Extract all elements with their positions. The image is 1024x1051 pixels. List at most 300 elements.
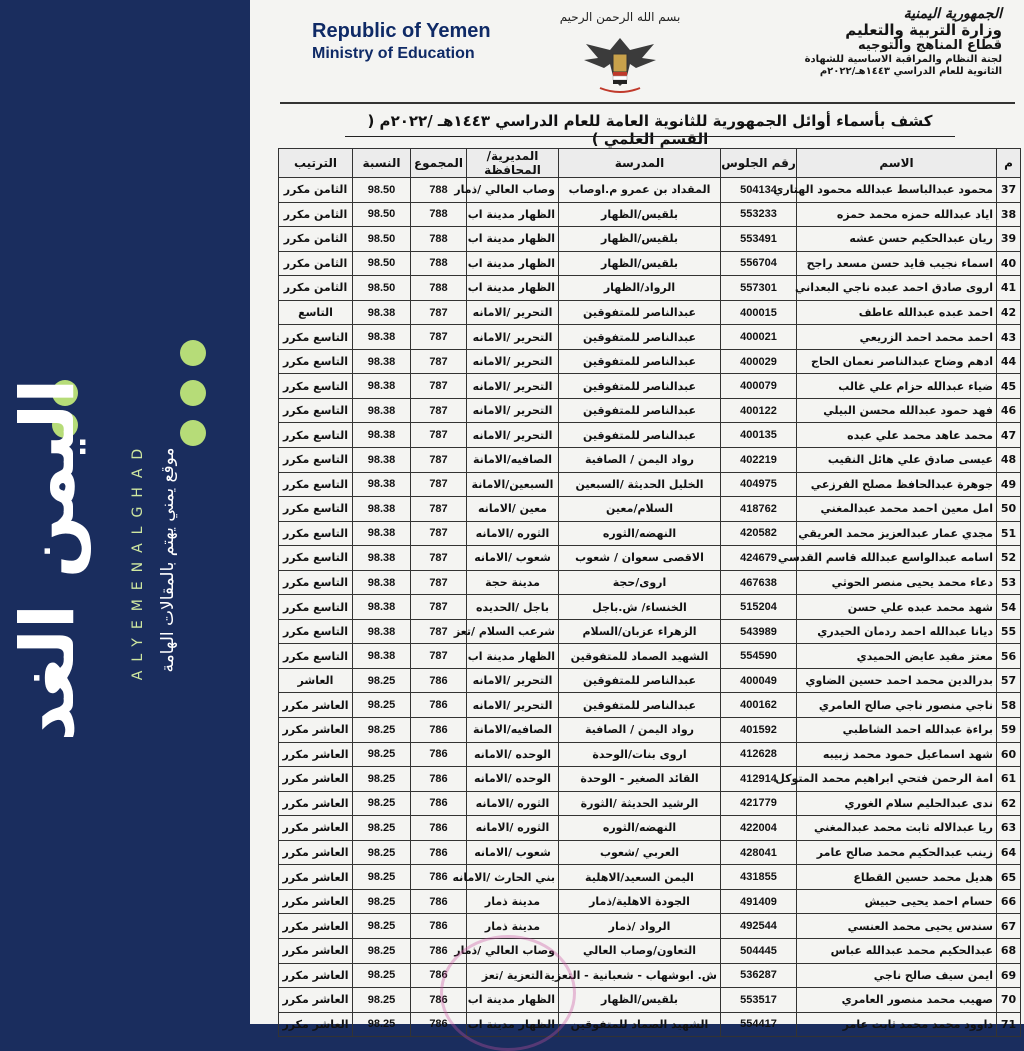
cell-m: 40 [997, 251, 1021, 276]
cell-m: 43 [997, 325, 1021, 350]
cell-m: 50 [997, 497, 1021, 522]
table-row [279, 693, 1021, 718]
cell-pct: 98.38 [353, 423, 411, 448]
sector-ar: قطاع المناهج والتوجيه [857, 38, 1002, 54]
cell-total: 786 [411, 840, 467, 865]
ministry-ar: وزارة التربية والتعليم [845, 21, 1002, 40]
cell-district: شرعب السلام /تعز [467, 619, 559, 644]
cell-seat: 554590 [721, 644, 797, 669]
col-header-district: المديرية/ المحافظة [467, 149, 559, 178]
cell-name: امة الرحمن فتحي ابراهيم محمد المتوكل [797, 767, 997, 792]
cell-seat: 422004 [721, 816, 797, 841]
cell-rank: التاسع مكرر [279, 448, 353, 473]
cell-school: عبدالناصر للمتفوقين [559, 423, 721, 448]
table-row [279, 963, 1021, 988]
cell-total: 786 [411, 938, 467, 963]
cell-rank: العاشر مكرر [279, 718, 353, 743]
cell-rank: التاسع مكرر [279, 472, 353, 497]
results-table [278, 148, 1021, 1037]
cell-rank: التاسع مكرر [279, 497, 353, 522]
official-stamp [440, 935, 576, 1051]
cell-school: عبدالناصر للمتفوقين [559, 349, 721, 374]
cell-pct: 98.25 [353, 693, 411, 718]
cell-m: 55 [997, 619, 1021, 644]
cell-school: بلقيس/الظهار [559, 227, 721, 252]
table-row [279, 791, 1021, 816]
cell-total: 787 [411, 300, 467, 325]
cell-seat: 557301 [721, 276, 797, 301]
cell-district: التحرير /الامانه [467, 693, 559, 718]
cell-rank: التاسع مكرر [279, 374, 353, 399]
cell-rank: العاشر مكرر [279, 791, 353, 816]
cell-pct: 98.25 [353, 742, 411, 767]
cell-m: 42 [997, 300, 1021, 325]
cell-seat: 553491 [721, 227, 797, 252]
table-row [279, 374, 1021, 399]
cell-school: عبدالناصر للمتفوقين [559, 693, 721, 718]
col-header-school: المدرسة [559, 149, 721, 178]
cell-district: الثوره /الامانه [467, 816, 559, 841]
cell-total: 786 [411, 1012, 467, 1037]
cell-district: مدينة حجة [467, 570, 559, 595]
cell-name: احمد عبده عبدالله عاطف [797, 300, 997, 325]
cell-district: شعوب /الامانه [467, 840, 559, 865]
basmala: بسم الله الرحمن الرحيم [559, 10, 681, 24]
cell-seat: 404975 [721, 472, 797, 497]
cell-seat: 421779 [721, 791, 797, 816]
eagle-emblem-icon [580, 30, 660, 96]
brand-logo [5, 330, 240, 790]
cell-rank: التاسع مكرر [279, 325, 353, 350]
cell-total: 787 [411, 423, 467, 448]
table-row [279, 840, 1021, 865]
cell-total: 788 [411, 276, 467, 301]
cell-school: عبدالناصر للمتفوقين [559, 668, 721, 693]
cell-total: 786 [411, 767, 467, 792]
col-header-total: المجموع [411, 149, 467, 178]
cell-seat: 412628 [721, 742, 797, 767]
cell-name: عبدالحكيم محمد عبدالله عباس [797, 938, 997, 963]
cell-pct: 98.25 [353, 963, 411, 988]
cell-pct: 98.38 [353, 349, 411, 374]
cell-name: ندى عبدالحليم سلام الغوري [797, 791, 997, 816]
cell-district: الصافيه/الامانة [467, 448, 559, 473]
cell-school: التعاون/وصاب العالي [559, 938, 721, 963]
cell-seat: 492544 [721, 914, 797, 939]
cell-pct: 98.50 [353, 202, 411, 227]
table-header-row [279, 149, 1021, 178]
cell-name: احمد محمد احمد الزريعي [797, 325, 997, 350]
table-row [279, 718, 1021, 743]
cell-name: شهد محمد عبده علي حسن [797, 595, 997, 620]
cell-district: معين /الامانه [467, 497, 559, 522]
cell-school: بلقيس/الظهار [559, 251, 721, 276]
cell-rank: العاشر مكرر [279, 840, 353, 865]
cell-district: السبعين/الامانة [467, 472, 559, 497]
cell-district: التحرير /الامانه [467, 325, 559, 350]
cell-district: التحرير /الامانه [467, 668, 559, 693]
cell-m: 41 [997, 276, 1021, 301]
cell-district: باجل /الحديده [467, 595, 559, 620]
cell-seat: 428041 [721, 840, 797, 865]
ministry-label: Ministry of Education [312, 45, 475, 62]
cell-total: 786 [411, 914, 467, 939]
cell-total: 787 [411, 349, 467, 374]
cell-school: الرواد/الظهار [559, 276, 721, 301]
cell-rank: التاسع مكرر [279, 546, 353, 571]
table-row [279, 988, 1021, 1013]
cell-m: 53 [997, 570, 1021, 595]
table-row [279, 178, 1021, 203]
cell-pct: 98.50 [353, 251, 411, 276]
cell-seat: 543989 [721, 619, 797, 644]
cell-name: معتز مفيد عايض الحميدي [797, 644, 997, 669]
title-underline [345, 136, 955, 137]
cell-rank: الثامن مكرر [279, 202, 353, 227]
cell-district: مدينة ذمار [467, 889, 559, 914]
cell-school: ش. ابوشهاب - شعبانية - التعزية [559, 963, 721, 988]
cell-total: 787 [411, 448, 467, 473]
cell-seat: 504134 [721, 178, 797, 203]
cell-seat: 420582 [721, 521, 797, 546]
cell-rank: العاشر مكرر [279, 938, 353, 963]
cell-name: ناجي منصور ناجي صالح العامري [797, 693, 997, 718]
cell-name: بدرالدين محمد احمد حسين الضاوي [797, 668, 997, 693]
cell-m: 61 [997, 767, 1021, 792]
cell-rank: العاشر مكرر [279, 988, 353, 1013]
english-header [312, 20, 491, 63]
cell-school: النهضه/الثوره [559, 816, 721, 841]
cell-district: بني الحارث /الامانه [467, 865, 559, 890]
cell-name: جوهرة عبدالحافظ مصلح الفرزعي [797, 472, 997, 497]
cell-rank: العاشر مكرر [279, 816, 353, 841]
cell-name: محمد عاهد محمد علي عبده [797, 423, 997, 448]
cell-rank: التاسع مكرر [279, 595, 353, 620]
cell-m: 49 [997, 472, 1021, 497]
table-row [279, 423, 1021, 448]
brand-tagline: موقع يمني يهتم بالمقالات الهامة [158, 447, 178, 673]
table-row [279, 595, 1021, 620]
cell-rank: العاشر مكرر [279, 1012, 353, 1037]
cell-name: داوود محمد محمد ثابت عامر [797, 1012, 997, 1037]
republic-label: Republic of Yemen [312, 20, 491, 42]
cell-pct: 98.38 [353, 472, 411, 497]
cell-name: ريا عبدالاله ثابت محمد عبدالمغني [797, 816, 997, 841]
cell-school: المقداد بن عمرو م.اوصاب [559, 178, 721, 203]
cell-seat: 400079 [721, 374, 797, 399]
cell-pct: 98.38 [353, 644, 411, 669]
table-row [279, 546, 1021, 571]
cell-m: 62 [997, 791, 1021, 816]
cell-seat: 400135 [721, 423, 797, 448]
cell-name: اسامه عبدالواسع عبدالله قاسم القدسي [797, 546, 997, 571]
table-row [279, 938, 1021, 963]
cell-total: 788 [411, 178, 467, 203]
table-row [279, 767, 1021, 792]
cell-m: 46 [997, 398, 1021, 423]
cell-rank: التاسع مكرر [279, 570, 353, 595]
cell-m: 44 [997, 349, 1021, 374]
republic-ar: الجمهورية اليمنية [903, 6, 1002, 22]
cell-m: 67 [997, 914, 1021, 939]
cell-name: عيسى صادق علي هائل النقيب [797, 448, 997, 473]
cell-school: القائد الصغير - الوحدة [559, 767, 721, 792]
cell-total: 787 [411, 570, 467, 595]
cell-total: 787 [411, 546, 467, 571]
cell-school: العربي /شعوب [559, 840, 721, 865]
cell-name: ديانا عبدالله احمد ردمان الحيدري [797, 619, 997, 644]
cell-pct: 98.50 [353, 227, 411, 252]
table-row [279, 497, 1021, 522]
cell-m: 51 [997, 521, 1021, 546]
table-row [279, 570, 1021, 595]
cell-total: 787 [411, 325, 467, 350]
cell-m: 70 [997, 988, 1021, 1013]
cell-rank: التاسع مكرر [279, 423, 353, 448]
cell-district: الثوره /الامانه [467, 521, 559, 546]
cell-name: ريان عبدالحكيم حسن عشه [797, 227, 997, 252]
table-row [279, 816, 1021, 841]
cell-seat: 515204 [721, 595, 797, 620]
cell-total: 787 [411, 374, 467, 399]
cell-district: التحرير /الامانه [467, 398, 559, 423]
cell-pct: 98.25 [353, 914, 411, 939]
cell-m: 68 [997, 938, 1021, 963]
cell-seat: 424679 [721, 546, 797, 571]
cell-name: محمود عبدالباسط عبدالله محمود الهتاري [797, 178, 997, 203]
cell-m: 59 [997, 718, 1021, 743]
cell-pct: 98.25 [353, 988, 411, 1013]
cell-total: 787 [411, 398, 467, 423]
cell-total: 787 [411, 619, 467, 644]
cell-m: 52 [997, 546, 1021, 571]
cell-pct: 98.38 [353, 546, 411, 571]
cell-seat: 431855 [721, 865, 797, 890]
cell-total: 787 [411, 472, 467, 497]
cell-total: 786 [411, 718, 467, 743]
cell-school: الشهيد الصماد للمتفوقين [559, 644, 721, 669]
cell-school: الخنساء/ ش.باجل [559, 595, 721, 620]
cell-total: 788 [411, 251, 467, 276]
col-header-index: م [997, 149, 1021, 178]
cell-m: 47 [997, 423, 1021, 448]
table-row [279, 668, 1021, 693]
cell-rank: التاسع مكرر [279, 644, 353, 669]
cell-pct: 98.38 [353, 570, 411, 595]
cell-pct: 98.38 [353, 398, 411, 423]
cell-pct: 98.38 [353, 497, 411, 522]
cell-school: رواد اليمن / الصافية [559, 718, 721, 743]
cell-rank: العاشر مكرر [279, 865, 353, 890]
cell-school: رواد اليمن / الصافية [559, 448, 721, 473]
cell-pct: 98.38 [353, 374, 411, 399]
table-row [279, 889, 1021, 914]
cell-pct: 98.25 [353, 791, 411, 816]
cell-district: وصاب العالي /ذمار [467, 178, 559, 203]
cell-seat: 412914 [721, 767, 797, 792]
cell-name: دعاء محمد يحيى منصر الحوثي [797, 570, 997, 595]
table-row [279, 448, 1021, 473]
cell-m: 38 [997, 202, 1021, 227]
cell-rank: العاشر مكرر [279, 889, 353, 914]
cell-school: الرواد /ذمار [559, 914, 721, 939]
cell-pct: 98.38 [353, 300, 411, 325]
year-ar: الثانوية للعام الدراسي ١٤٤٣هـ/٢٠٢٢م [819, 65, 1002, 77]
document-title: كشف بأسماء أوائل الجمهورية للثانوية العامة للعام الدراسي ١٤٤٣هـ /٢٠٢٢م ( القسم العلمي ) [367, 112, 933, 148]
cell-district: وصاب العالي /ذمار [467, 938, 559, 963]
cell-total: 786 [411, 988, 467, 1013]
cell-school: عبدالناصر للمتفوقين [559, 300, 721, 325]
cell-district: الظهار مدينة اب [467, 1012, 559, 1037]
cell-seat: 402219 [721, 448, 797, 473]
cell-school: الرشيد الحديثة /الثورة [559, 791, 721, 816]
cell-pct: 98.25 [353, 938, 411, 963]
cell-district: الظهار مدينة اب [467, 251, 559, 276]
cell-seat: 553233 [721, 202, 797, 227]
cell-seat: 400049 [721, 668, 797, 693]
cell-district: شعوب /الامانه [467, 546, 559, 571]
cell-seat: 554417 [721, 1012, 797, 1037]
cell-pct: 98.38 [353, 521, 411, 546]
cell-m: 71 [997, 1012, 1021, 1037]
cell-seat: 400021 [721, 325, 797, 350]
cell-rank: العاشر مكرر [279, 963, 353, 988]
cell-total: 786 [411, 816, 467, 841]
cell-total: 786 [411, 963, 467, 988]
cell-pct: 98.38 [353, 325, 411, 350]
cell-name: صهيب محمد منصور العامري [797, 988, 997, 1013]
table-row [279, 644, 1021, 669]
cell-district: الظهار مدينة اب [467, 276, 559, 301]
cell-district: التحرير /الامانه [467, 374, 559, 399]
cell-seat: 553517 [721, 988, 797, 1013]
cell-m: 56 [997, 644, 1021, 669]
cell-name: امل معين احمد محمد عبدالمغني [797, 497, 997, 522]
cell-total: 787 [411, 644, 467, 669]
cell-seat: 400015 [721, 300, 797, 325]
cell-total: 787 [411, 595, 467, 620]
cell-rank: التاسع مكرر [279, 398, 353, 423]
cell-pct: 98.50 [353, 276, 411, 301]
cell-name: فهد حمود عبدالله محسن البيلي [797, 398, 997, 423]
cell-total: 786 [411, 791, 467, 816]
cell-rank: التاسع مكرر [279, 349, 353, 374]
cell-pct: 98.38 [353, 595, 411, 620]
table-row [279, 1012, 1021, 1037]
cell-total: 787 [411, 521, 467, 546]
cell-name: ادهم وضاح عبدالناصر نعمان الحاج [797, 349, 997, 374]
table-row [279, 472, 1021, 497]
cell-total: 786 [411, 742, 467, 767]
cell-m: 69 [997, 963, 1021, 988]
cell-school: بلقيس/الظهار [559, 202, 721, 227]
cell-name: حسام احمد يحيى حبيش [797, 889, 997, 914]
cell-district: الصافيه/الامانة [467, 718, 559, 743]
cell-name: ايمن سيف صالح ناجي [797, 963, 997, 988]
cell-name: اسماء نجيب قايد حسن مسعد راجح [797, 251, 997, 276]
table-row [279, 398, 1021, 423]
table-row [279, 521, 1021, 546]
cell-school: الخليل الحديثة /السبعين [559, 472, 721, 497]
cell-district: الوحده /الامانه [467, 742, 559, 767]
cell-school: عبدالناصر للمتفوقين [559, 325, 721, 350]
brand-name: اليمن الغد [5, 378, 91, 742]
cell-rank: الثامن مكرر [279, 227, 353, 252]
col-header-rank: الترتيب [279, 149, 353, 178]
col-header-name: الاسم [797, 149, 997, 178]
col-header-seat: رقم الجلوس [721, 149, 797, 178]
cell-m: 48 [997, 448, 1021, 473]
table-row [279, 742, 1021, 767]
cell-district: التحرير /الامانه [467, 349, 559, 374]
cell-total: 787 [411, 497, 467, 522]
cell-rank: العاشر مكرر [279, 767, 353, 792]
cell-district: الظهار مدينة اب [467, 988, 559, 1013]
table-row [279, 202, 1021, 227]
cell-m: 65 [997, 865, 1021, 890]
cell-name: سندس يحيى محمد العنسي [797, 914, 997, 939]
cell-m: 54 [997, 595, 1021, 620]
cell-name: اروى صادق احمد عبده ناجي البعداني [797, 276, 997, 301]
cell-district: مدينة ذمار [467, 914, 559, 939]
cell-rank: العاشر مكرر [279, 693, 353, 718]
cell-m: 63 [997, 816, 1021, 841]
cell-district: الثوره /الامانه [467, 791, 559, 816]
cell-school: عبدالناصر للمتفوقين [559, 374, 721, 399]
cell-school: الزهراء عزبان/السلام [559, 619, 721, 644]
cell-m: 60 [997, 742, 1021, 767]
cell-seat: 400162 [721, 693, 797, 718]
cell-seat: 536287 [721, 963, 797, 988]
cell-pct: 98.25 [353, 816, 411, 841]
cell-district: الوحده /الامانه [467, 767, 559, 792]
cell-rank: الثامن مكرر [279, 276, 353, 301]
table-row [279, 227, 1021, 252]
col-header-percent: النسبة [353, 149, 411, 178]
table-row [279, 300, 1021, 325]
cell-seat: 491409 [721, 889, 797, 914]
cell-rank: العاشر [279, 668, 353, 693]
cell-name: ضياء عبدالله حزام علي غالب [797, 374, 997, 399]
cell-total: 786 [411, 889, 467, 914]
committee-ar: لجنة النظام والمراقبة الاساسية للشهادة [804, 54, 1002, 66]
table-row [279, 325, 1021, 350]
cell-school: بلقيس/الظهار [559, 988, 721, 1013]
cell-seat: 400029 [721, 349, 797, 374]
table-row [279, 276, 1021, 301]
cell-m: 37 [997, 178, 1021, 203]
cell-district: الظهار مدينة اب [467, 644, 559, 669]
cell-school: الشهيد الصماد للمتفوقين [559, 1012, 721, 1037]
table-row [279, 619, 1021, 644]
cell-name: شهد اسماعيل حمود محمد زبيبه [797, 742, 997, 767]
cell-seat: 400122 [721, 398, 797, 423]
cell-pct: 98.25 [353, 865, 411, 890]
cell-seat: 418762 [721, 497, 797, 522]
cell-m: 58 [997, 693, 1021, 718]
cell-pct: 98.25 [353, 889, 411, 914]
sidebar-watermark-panel [0, 0, 250, 1024]
cell-pct: 98.50 [353, 178, 411, 203]
cell-m: 66 [997, 889, 1021, 914]
brand-latin: ALYEMENALGHAD [130, 439, 146, 681]
cell-pct: 98.38 [353, 619, 411, 644]
cell-seat: 401592 [721, 718, 797, 743]
cell-name: هديل محمد حسين القطاع [797, 865, 997, 890]
cell-total: 788 [411, 227, 467, 252]
cell-seat: 504445 [721, 938, 797, 963]
cell-m: 39 [997, 227, 1021, 252]
